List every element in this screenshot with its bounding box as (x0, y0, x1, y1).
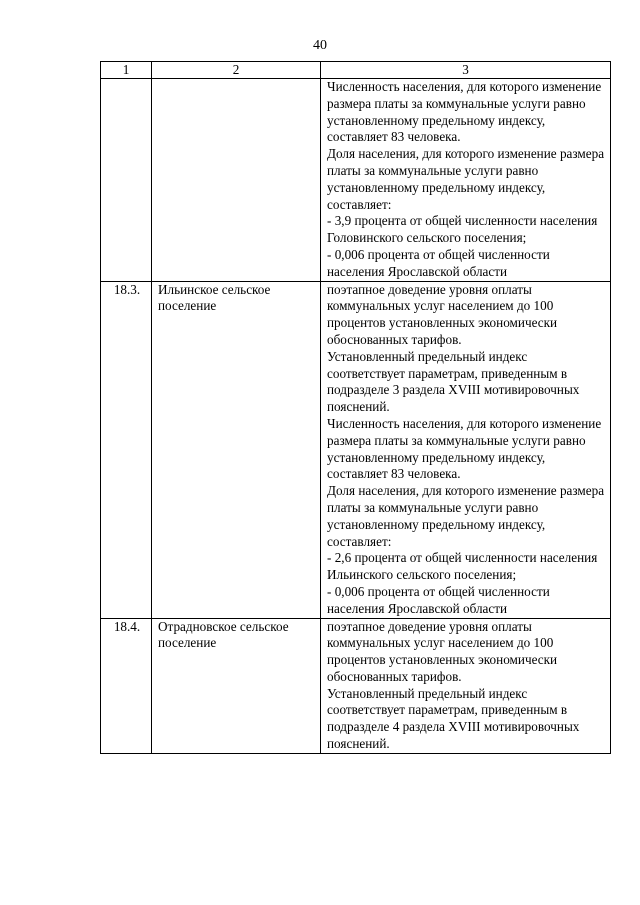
row-number: 18.3. (101, 281, 152, 618)
description-paragraph: Установленный предельный индекс соответствует параметрам, приведенным в подразделе 4 раздела XVIII мотивировочных пояснений. (327, 685, 580, 752)
document-table (100, 61, 611, 754)
description-paragraph: - 0,006 процента от общей численности населения Ярославской области (327, 246, 550, 279)
description-paragraph: поэтапное доведение уровня оплаты коммунальных услуг населением до 100 процентов установленных экономически обоснованных тарифов. (327, 618, 558, 684)
description-paragraph: - 0,006 процента от общей численности населения Ярославской области (327, 583, 550, 616)
description-cell (321, 618, 611, 753)
settlement-name: Ильинское сельское поселение (152, 281, 321, 618)
description-paragraph: поэтапное доведение уровня оплаты коммунальных услуг населением до 100 процентов установленных экономически обоснованных тарифов. (327, 281, 558, 347)
table-row (101, 79, 611, 282)
table-header-row (101, 62, 611, 79)
description-cell (321, 79, 611, 282)
description-paragraph: - 2,6 процента от общей численности населения Ильинского сельского поселения; (327, 550, 598, 583)
description-paragraph: Численность населения, для которого изменение размера платы за коммунальные услуги равно установленному предельному индексу, составляет 83 человека. (327, 415, 602, 482)
description-paragraph: - 3,9 процента от общей численности населения Головинского сельского поселения; (327, 213, 598, 246)
settlement-name: Отрадновское сельское поселение (152, 618, 321, 753)
column-header-1: 1 (101, 62, 152, 79)
column-header-3: 3 (321, 62, 611, 79)
description-paragraph: Доля населения, для которого изменение размера платы за коммунальные услуги равно установленному предельному индексу, составляет: (327, 483, 605, 549)
settlement-name (152, 79, 321, 282)
description-cell (321, 281, 611, 618)
description-paragraph: Установленный предельный индекс соответствует параметрам, приведенным в подразделе 3 раздела XVIII мотивировочных пояснений. (327, 348, 580, 415)
description-paragraph: Численность населения, для которого изменение размера платы за коммунальные услуги равно установленному предельному индексу, составляет 83 человека. (327, 79, 602, 145)
row-number (101, 79, 152, 282)
description-paragraph: Доля населения, для которого изменение размера платы за коммунальные услуги равно установленному предельному индексу, составляет: (327, 146, 605, 212)
page-number: 40 (313, 38, 327, 53)
table-row (101, 281, 611, 618)
row-number: 18.4. (101, 618, 152, 753)
table-row (101, 618, 611, 753)
column-header-2: 2 (152, 62, 321, 79)
